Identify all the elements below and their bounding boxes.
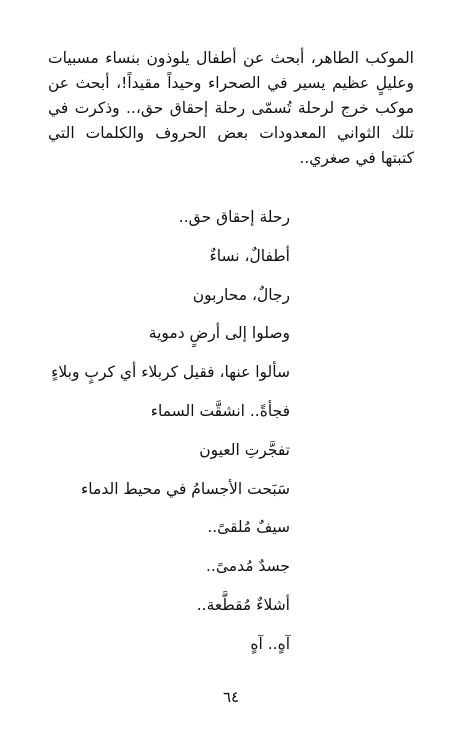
poem	[50, 205, 290, 671]
poem-line: وصلوا إلى أرضٍ دموية	[148, 324, 290, 343]
page-number: ٦٤	[222, 688, 240, 706]
poem-line: رجالٌ، محاربون	[192, 285, 290, 304]
poem-line: تفجَّرتِ العيون	[199, 440, 290, 459]
poem-line: جسدٌ مُدمىً..	[206, 557, 290, 576]
poem-line: آهٍ.. آهٍ	[250, 634, 290, 653]
poem-line: أطفالٌ، نساءٌ	[209, 246, 290, 265]
poem-line: سألوا عنها، فقيل كربلاء أي كربٍ وبلاءٍ	[51, 363, 290, 382]
poem-line: رحلة إحقاق حق..	[178, 208, 290, 226]
poem-line: فجأةً.. انشقَّت السماء	[150, 401, 290, 420]
prose-paragraph: الموكب الطاهر، أبحث عن أطفال يلوذون بنساء مسبيات وعليلٍ عظيم يسير في الصحراء وحيداً مقيداً!، أبحث عن موكب خرج لرحلة تُسمّى رحلة إحقاق حق،.. وذكرت في تلك الثواني المعدودات بعض الحروف والكلمات التي كتبتها في صغري..	[48, 49, 414, 167]
poem-line: سيفٌ مُلقىً..	[207, 518, 290, 537]
poem-line: سَبَحت الأجسامُ في محيط الدماء	[81, 479, 290, 498]
poem-line: أشلاءٌ مُقطَّعة..	[196, 595, 290, 614]
